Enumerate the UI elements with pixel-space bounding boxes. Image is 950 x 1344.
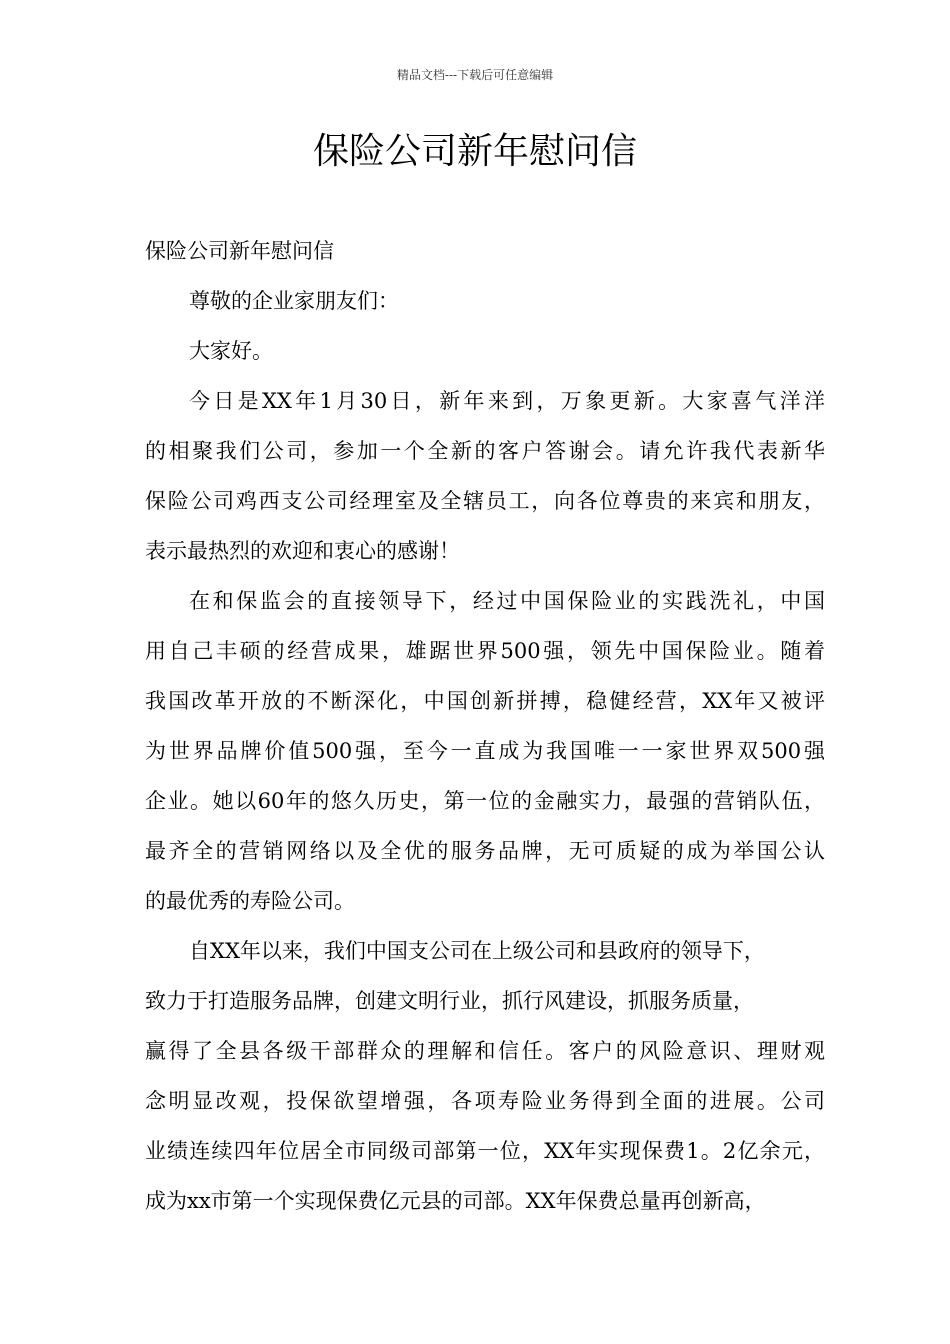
text-line: 赢得了全县各级干部群众的理解和信任。客户的风险意识、理财观 xyxy=(145,1039,825,1063)
text-line: 表示最热烈的欢迎和衷心的感谢！ xyxy=(145,539,460,563)
text-line: 在和保监会的直接领导下，经过中国保险业的实践洗礼，中国 xyxy=(189,589,825,613)
text-line: 自XX年以来，我们中国支公司在上级公司和县政府的领导下， xyxy=(189,939,765,963)
text-line: 企业。她以60年的悠久历史，第一位的金融实力，最强的营销队伍， xyxy=(145,789,825,813)
text-line: 保险公司新年慰问信 xyxy=(145,239,334,263)
text-line: 的最优秀的寿险公司。 xyxy=(145,889,355,913)
header-note: 精品文档---下载后可任意编辑 xyxy=(396,68,554,82)
text-line: 大家好。 xyxy=(189,339,273,363)
text-line: 用自己丰硕的经营成果，雄踞世界500强，领先中国保险业。随着 xyxy=(145,639,825,663)
text-line: 保险公司鸡西支公司经理室及全辖员工，向各位尊贵的来宾和朋友， xyxy=(145,489,825,513)
text-line: 我国改革开放的不断深化，中国创新拼搏，稳健经营，XX年又被评 xyxy=(145,689,825,713)
text-line: 尊敬的企业家朋友们： xyxy=(189,289,399,313)
text-line: 的相聚我们公司，参加一个全新的客户答谢会。请允许我代表新华 xyxy=(145,439,825,463)
text-line: 成为xx市第一个实现保费亿元县的司部。XX年保费总量再创新高， xyxy=(145,1189,766,1213)
document-title: 保险公司新年慰问信 xyxy=(312,131,637,172)
letter-body xyxy=(145,226,825,1226)
text-line: 最齐全的营销网络以及全优的服务品牌，无可质疑的成为举国公认 xyxy=(145,839,825,863)
text-line: 今日是XX年1月30日，新年来到，万象更新。大家喜气洋洋 xyxy=(189,389,825,413)
text-line: 念明显改观，投保欲望增强，各项寿险业务得到全面的进展。公司 xyxy=(145,1089,825,1113)
text-line: 致力于打造服务品牌，创建文明行业，抓行风建设，抓服务质量， xyxy=(145,989,754,1013)
text-line: 业绩连续四年位居全市同级司部第一位，XX年实现保费1。2亿余元， xyxy=(145,1139,825,1163)
text-line: 为世界品牌价值500强，至今一直成为我国唯一一家世界双500强 xyxy=(145,739,825,763)
